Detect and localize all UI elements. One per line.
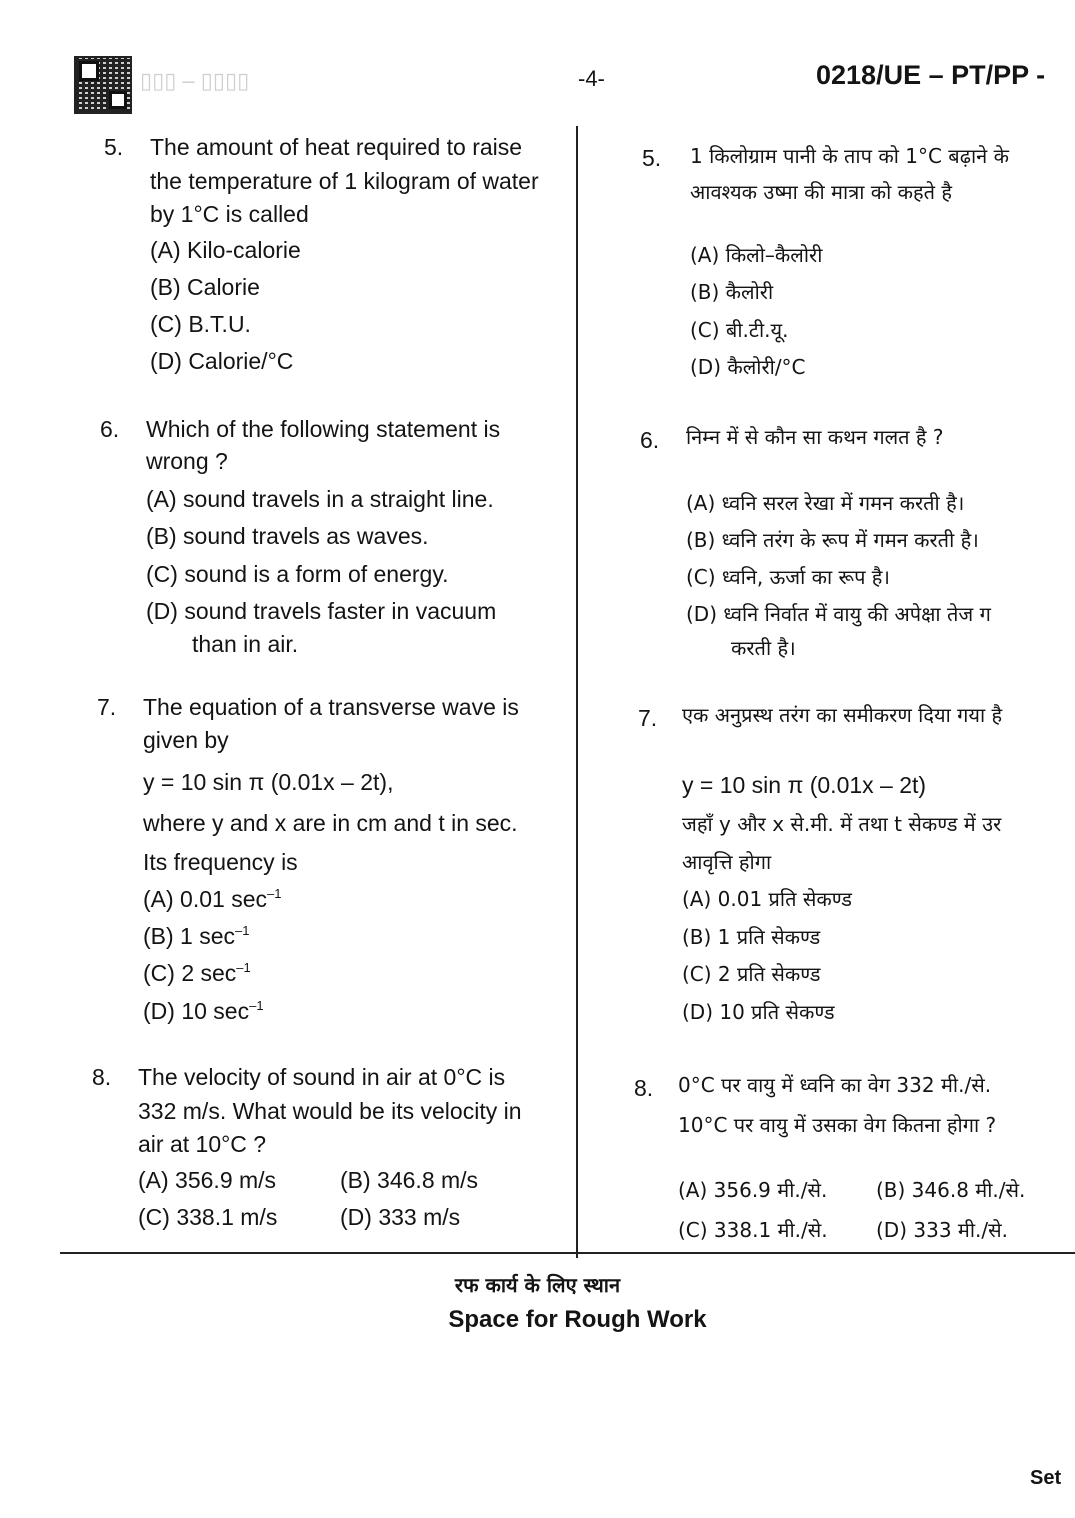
footer-divider xyxy=(60,1252,1075,1254)
option-d: (D) कैलोरी/°C xyxy=(690,355,806,379)
option-c: (C) 2 $\sec^{-1}$ xyxy=(143,960,251,986)
question-text-line: 10°C पर वायु में उसका वेग कितना होगा ? xyxy=(678,1113,997,1137)
option-a: (A) किलो–कैलोरी xyxy=(690,243,823,267)
option-a: (A) ध्वनि सरल रेखा में गमन करती है। xyxy=(686,491,965,515)
option-d-continued: than in air. xyxy=(192,631,299,657)
question-number: 5. xyxy=(104,134,124,160)
question-number: 6. xyxy=(640,427,660,453)
option-d-continued: करती है। xyxy=(731,636,796,660)
column-divider xyxy=(576,126,578,1258)
option-b: (B) कैलोरी xyxy=(690,280,774,304)
question-number: 7. xyxy=(97,694,117,720)
option-d: (D) ध्वनि निर्वात में वायु की अपेक्षा तेज ग xyxy=(686,602,991,626)
question-text-line: Its frequency is xyxy=(143,849,298,875)
question-text-line: एक अनुप्रस्थ तरंग का समीकरण दिया गया है xyxy=(682,703,1003,727)
question-text-line: आवृत्ति होगा xyxy=(682,850,772,874)
question-number: 5. xyxy=(642,145,662,171)
question-text-line: 1 किलोग्राम पानी के ताप को 1°C बढ़ाने के xyxy=(690,144,1009,168)
set-label: Set xyxy=(1030,1467,1062,1489)
option-b: (B) 346.8 m/s xyxy=(340,1167,479,1193)
option-d: (D) 10 प्रति सेकण्ड xyxy=(682,1000,835,1024)
question-number: 8. xyxy=(92,1064,112,1090)
qr-code-icon xyxy=(76,58,130,112)
rough-work-heading: Space for Rough Work xyxy=(448,1306,707,1333)
option-a: (A) 0.01 $\sec^{-1}$ xyxy=(143,886,282,912)
wave-equation: y = 10 sin π (0.01x – 2t) xyxy=(682,772,927,798)
question-text-line: निम्न में से कौन सा कथन गलत है ? xyxy=(686,425,944,449)
option-c: (C) 338.1 m/s xyxy=(138,1204,278,1230)
paper-code: 0218/UE – PT/PP - xyxy=(816,60,1046,90)
question-text-line: where y and x are in cm and t in sec. xyxy=(143,810,518,836)
option-d: (D) Calorie/°C xyxy=(150,348,294,374)
question-text-line: आवश्यक उष्मा की मात्रा को कहते है xyxy=(690,180,953,204)
question-text-line: given by xyxy=(143,727,229,753)
option-b: (B) 1 प्रति सेकण्ड xyxy=(682,925,821,949)
option-a: (A) 0.01 प्रति सेकण्ड xyxy=(682,887,852,911)
option-b: (B) 346.8 मी./से. xyxy=(876,1178,1026,1202)
option-d: (D) 333 m/s xyxy=(340,1204,461,1230)
question-number: 8. xyxy=(634,1075,654,1101)
option-a: (A) 356.9 मी./से. xyxy=(678,1178,828,1202)
option-c: (C) 338.1 मी./से. xyxy=(678,1218,828,1242)
question-text-line: the temperature of 1 kilogram of water xyxy=(150,168,539,194)
option-d: (D) sound travels faster in vacuum xyxy=(146,598,497,624)
question-text-line: The amount of heat required to raise xyxy=(150,134,523,160)
option-c: (C) ध्वनि, ऊर्जा का रूप है। xyxy=(686,565,890,589)
option-a: (A) 356.9 m/s xyxy=(138,1167,277,1193)
option-d: (D) 10 $\sec^{-1}$ xyxy=(143,998,264,1024)
option-d: (D) 333 मी./से. xyxy=(876,1218,1009,1242)
option-b: (B) 1 $\sec^{-1}$ xyxy=(143,923,250,949)
question-text-line: air at 10°C ? xyxy=(138,1131,267,1157)
question-text-line: The velocity of sound in air at 0°C is xyxy=(138,1064,506,1090)
option-c: (C) B.T.U. xyxy=(150,311,251,337)
question-text-line: The equation of a transverse wave is xyxy=(143,694,519,720)
question-number: 7. xyxy=(638,705,658,731)
option-c: (C) 2 प्रति सेकण्ड xyxy=(682,962,821,986)
option-a: (A) Kilo-calorie xyxy=(150,237,301,263)
question-text-line: 0°C पर वायु में ध्वनि का वेग 332 मी./से. xyxy=(678,1073,992,1097)
question-text-line: 332 m/s. What would be its velocity in xyxy=(138,1098,522,1124)
option-b: (B) Calorie xyxy=(150,274,260,300)
wave-equation: y = 10 sin π (0.01x – 2t), xyxy=(143,769,394,795)
option-c: (C) बी.टी.यू. xyxy=(690,318,789,342)
question-text-line: by 1°C is called xyxy=(150,201,309,227)
question-text-line: wrong ? xyxy=(146,448,228,474)
option-a: (A) sound travels in a straight line. xyxy=(146,486,494,512)
question-number: 6. xyxy=(100,416,120,442)
rough-work-heading-hindi: रफ कार्य के लिए स्थान xyxy=(454,1273,621,1297)
option-b: (B) sound travels as waves. xyxy=(146,523,429,549)
option-b: (B) ध्वनि तरंग के रूप में गमन करती है। xyxy=(686,528,979,552)
page-number: -4- xyxy=(578,66,605,91)
option-c: (C) sound is a form of energy. xyxy=(146,561,449,587)
question-text-line: Which of the following statement is xyxy=(146,416,501,442)
show-through-text: ▯▯▯ – ▯▯▯▯ xyxy=(140,68,250,93)
question-text-line: जहाँ y और x से.मी. में तथा t सेकण्ड में उर xyxy=(682,812,1002,836)
